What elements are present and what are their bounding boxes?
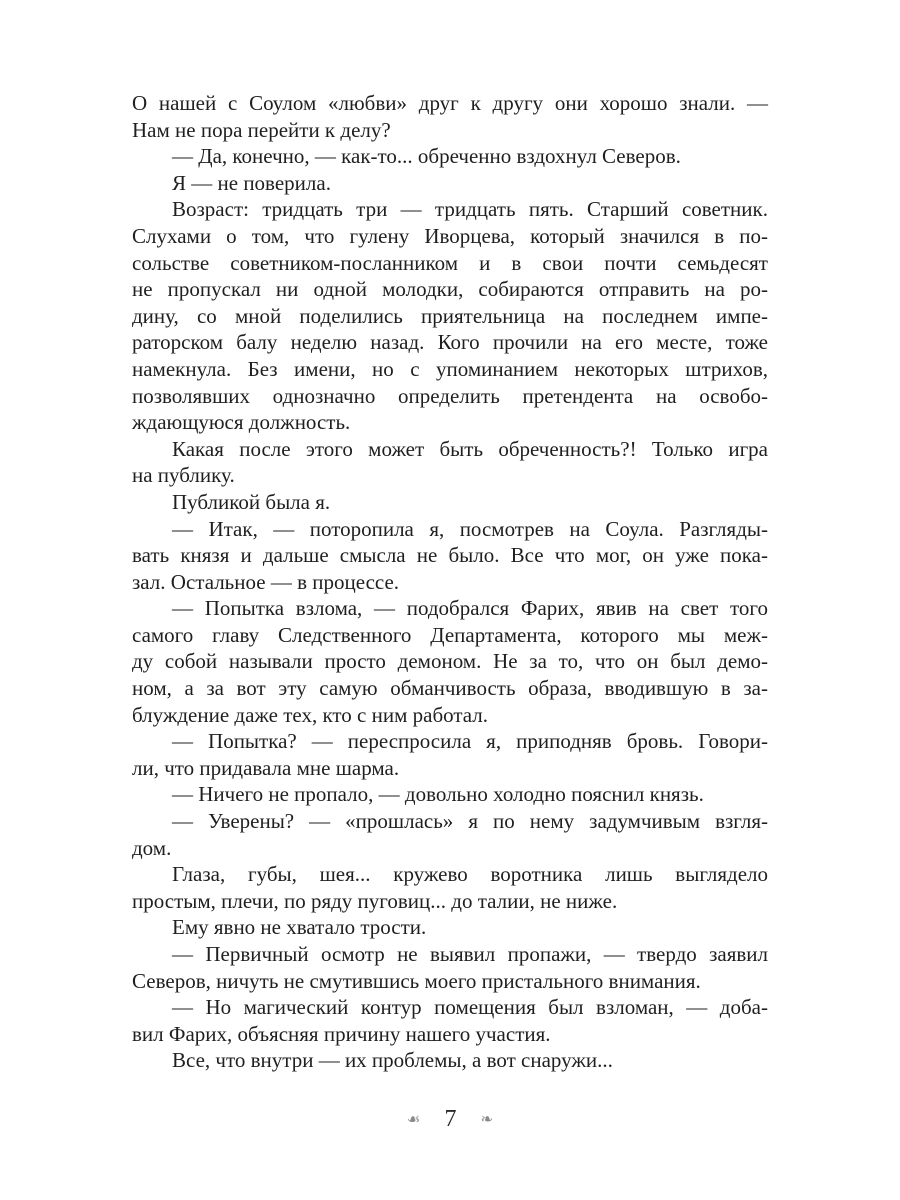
page-footer [0,1101,900,1137]
text-line: — Но магический контур помещения был взломан, — доба- [172,995,768,1020]
text-line: простым, плечи, по ряду пуговиц... до талии, не ниже. [132,888,618,913]
text-line: Какая после этого может быть обреченность?! Только игра [172,436,768,461]
page-text [132,90,768,1074]
text-line: ном, а за вот эту самую обманчивость образа, вводившую в за- [132,676,768,701]
right-fleuron-icon: ❧ [480,1109,494,1128]
text-line: Слухами о том, что гулену Иворцева, который значился в по- [132,223,768,248]
text-line: Публикой была я. [172,489,331,514]
text-line: — Попытка взлома, — подобрался Фарих, явив на свет того [172,596,768,621]
text-line: — Да, конечно, — как-то... обреченно вздохнул Северов. [172,144,681,169]
text-line: вил Фарих, объясняя причину нашего участия. [132,1021,551,1046]
text-line: ждающуюся должность. [132,410,351,435]
text-line: сольстве советником-посланником и в свои почти семьдесят [132,250,768,275]
text-line: ли, что придавала мне шарма. [132,755,400,780]
text-line: не пропускал ни одной молодки, собираются отправить на ро- [132,277,768,302]
text-line: зал. Остальное — в процессе. [132,569,400,594]
text-line: намекнула. Без имени, но с упоминанием некоторых штрихов, [132,356,768,381]
text-line: Нам не пора перейти к делу? [132,117,391,142]
text-line: блуждение даже тех, кто с ним работал. [132,702,489,727]
text-line: Северов, ничуть не смутившись моего пристального внимания. [132,968,701,993]
text-line: Все, что внутри — их проблемы, а вот снаружи... [172,1048,613,1073]
text-line: — Попытка? — переспросила я, приподняв бровь. Говори- [172,729,768,754]
text-line: позволявших однозначно определить претендента на освобо- [132,383,768,408]
text-line: Возраст: тридцать три — тридцать пять. Старший советник. [172,197,768,222]
text-line: — Уверены? — «прошлась» я по нему задумчивым взгля- [172,809,768,834]
text-line: дину, со мной поделились приятельница на последнем импе- [132,303,768,328]
text-line: Ему явно не хватало трости. [172,915,427,940]
text-line: Я — не поверила. [172,170,331,195]
text-line: О нашей с Соулом «любви» друг к другу они хорошо знали. — [132,91,768,115]
left-fleuron-icon: ☙ [406,1109,421,1128]
text-line: раторском балу неделю назад. Кого прочили на его месте, тоже [132,330,768,355]
text-line: на публику. [132,463,235,488]
text-line: вать князя и дальше смысла не было. Все что мог, он уже пока- [132,543,768,568]
text-line: дом. [132,835,172,860]
text-line: ду собой называли просто демоном. Не за то, что он был демо- [132,649,768,674]
text-line: Глаза, губы, шея... кружево воротника лишь выглядело [172,862,768,887]
page-number: 7 [444,1106,457,1132]
text-line: — Итак, — поторопила я, посмотрев на Соула. Разгляды- [172,516,768,541]
text-line: — Ничего не пропало, — довольно холодно пояснил князь. [172,782,704,807]
text-line: самого главу Следственного Департамента, которого мы меж- [132,622,768,647]
text-line: — Первичный осмотр не выявил пропажи, — твердо заявил [172,942,768,966]
